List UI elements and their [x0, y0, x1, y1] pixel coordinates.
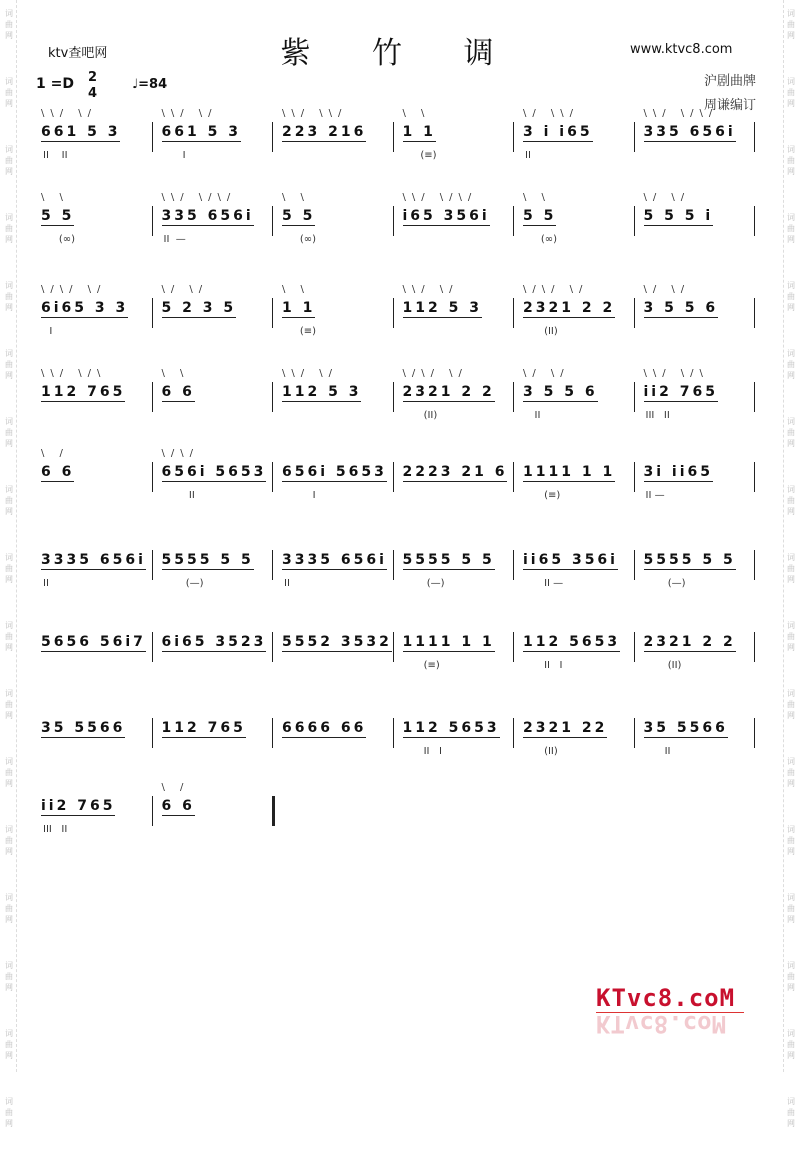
bar-line	[634, 382, 635, 412]
fingering-annotation: II	[284, 578, 290, 589]
fingering-annotation: (II)	[525, 326, 558, 337]
measure	[276, 192, 397, 256]
fingering-annotation: (≡)	[525, 490, 561, 501]
watermark-text: 词 曲 网	[787, 893, 795, 924]
key-signature: 1 =D	[36, 76, 74, 92]
bowing-marks: \ /	[161, 782, 190, 793]
bowing-marks: \/\/ \/	[41, 284, 107, 295]
measure	[156, 708, 277, 768]
fingering-annotation: II I	[404, 746, 442, 757]
measure-notes: 3335 656i	[41, 552, 146, 568]
bowing-marks: \ \	[282, 284, 310, 295]
measure	[276, 622, 397, 682]
measure-notes: ii65 356i	[523, 552, 618, 568]
measure-notes: 6666 66	[282, 720, 367, 736]
score-row	[35, 622, 757, 682]
measure-notes: 223 216	[282, 124, 367, 140]
bowing-marks: \ \	[282, 192, 310, 203]
watermark-text: 词 曲 网	[5, 961, 13, 992]
measure-notes: i65 356i	[402, 208, 490, 224]
measure-notes: 661 5 3	[161, 124, 241, 140]
measure-notes: 35 5566	[643, 720, 728, 736]
measure-notes: 6i65 3523	[161, 634, 267, 650]
bar-line	[152, 718, 153, 748]
bar-line	[152, 206, 153, 236]
bar-line	[272, 718, 273, 748]
watermark-text: 词 曲 网	[5, 825, 13, 856]
measure	[276, 108, 397, 172]
measure-notes: 2321 2 2	[643, 634, 736, 650]
bowing-marks: \/ \/	[643, 284, 691, 295]
measure	[156, 540, 277, 600]
site-logo-reflection: KTvc8.coM	[596, 1010, 727, 1038]
measure-notes: 35 5566	[41, 720, 126, 736]
measure	[156, 108, 277, 172]
bar-line	[513, 718, 514, 748]
bowing-marks: \\/ \/\	[643, 368, 709, 379]
bar-line	[634, 550, 635, 580]
fingering-annotation: I	[284, 490, 316, 501]
measure	[156, 622, 277, 682]
bar-line	[754, 718, 755, 748]
time-signature-top: 2	[88, 70, 98, 85]
bowing-marks: \/\/ \/	[523, 284, 589, 295]
bowing-marks: \/ \\/	[523, 108, 580, 119]
measure	[638, 540, 759, 600]
bar-line	[152, 122, 153, 152]
measure-notes: 5555 5 5	[643, 552, 736, 568]
fingering-annotation: III II	[645, 410, 670, 421]
measure-notes: 5552 3532	[282, 634, 392, 650]
measure	[35, 192, 156, 256]
bowing-marks: \/ \/	[523, 368, 570, 379]
tempo-marking: ♩=84	[132, 77, 168, 92]
bar-line	[634, 298, 635, 328]
bowing-marks: \ \	[523, 192, 551, 203]
measure-notes: 661 5 3	[41, 124, 121, 140]
measure	[276, 540, 397, 600]
bar-line	[513, 550, 514, 580]
measure	[35, 108, 156, 172]
score-row	[35, 284, 757, 348]
measure-notes: 5 5	[523, 208, 557, 224]
measure-notes: 3335 656i	[282, 552, 387, 568]
fingering-annotation: (≡)	[284, 326, 317, 337]
measure-notes: 5 5	[41, 208, 75, 224]
measure-notes: 2321 22	[523, 720, 608, 736]
measure-notes: 112 5 3	[282, 384, 362, 400]
watermark-text: 词 曲 网	[5, 9, 13, 40]
watermark-text: 词 曲 网	[5, 417, 13, 448]
measure-notes: 5555 5 5	[161, 552, 254, 568]
measure-notes: 1 1	[282, 300, 316, 316]
bar-line	[393, 122, 394, 152]
bowing-marks: \\/ \\/	[282, 108, 348, 119]
measure	[156, 192, 277, 256]
bowing-marks: \\/ \/	[41, 108, 98, 119]
measure	[397, 192, 518, 256]
watermark-text: 词 曲 网	[787, 213, 795, 244]
fingering-annotation: (—)	[163, 578, 204, 589]
fingering-annotation: (∞)	[525, 234, 558, 245]
fingering-annotation: (II)	[645, 660, 682, 671]
fingering-annotation: (—)	[645, 578, 686, 589]
bar-line	[393, 550, 394, 580]
measure-notes: 112 5653	[402, 720, 500, 736]
bowing-marks: \\/ \/\/	[643, 108, 719, 119]
watermark-text: 词 曲 网	[787, 417, 795, 448]
measure-notes: 335 656i	[161, 208, 254, 224]
bowing-marks: \\/ \/\/	[402, 192, 478, 203]
measure-notes: 6 6	[161, 384, 195, 400]
watermark-text: 词 曲 网	[5, 893, 13, 924]
score-row	[35, 448, 757, 512]
bowing-marks: \ \	[41, 192, 69, 203]
bar-line	[393, 206, 394, 236]
measure	[276, 452, 397, 512]
fingering-annotation: (≡)	[404, 660, 440, 671]
measure-notes: 2321 2 2	[523, 300, 616, 316]
measure-notes: 2321 2 2	[402, 384, 495, 400]
watermark-text: 词 曲 网	[5, 757, 13, 788]
site-url: www.ktvc8.com	[630, 42, 733, 57]
bar-line	[272, 462, 273, 492]
measure	[638, 284, 759, 348]
measure	[517, 708, 638, 768]
watermark-text: 词 曲 网	[5, 1097, 13, 1128]
bar-line	[393, 718, 394, 748]
bar-line	[272, 206, 273, 236]
bar-line	[634, 718, 635, 748]
bar-line	[393, 462, 394, 492]
watermark-text: 词 曲 网	[787, 621, 795, 652]
watermark-text: 词 曲 网	[787, 485, 795, 516]
measure-notes: 656i 5653	[161, 464, 267, 480]
fingering-annotation: (≡)	[404, 150, 437, 161]
genre-label: 沪剧曲牌	[703, 74, 756, 89]
watermark-text: 词 曲 网	[5, 213, 13, 244]
bowing-marks: \/ \/	[161, 284, 209, 295]
measure	[638, 192, 759, 256]
measure-notes: 3i ii65	[643, 464, 713, 480]
measure-notes: 5 5 5 i	[643, 208, 714, 224]
measure	[517, 284, 638, 348]
measure	[397, 540, 518, 600]
bar-line	[754, 122, 755, 152]
watermark-text: 词 曲 网	[5, 77, 13, 108]
watermark-text: 词 曲 网	[787, 281, 795, 312]
watermark-text: 词 曲 网	[787, 9, 795, 40]
fingering-annotation: II I	[525, 660, 563, 671]
measure-notes: 656i 5653	[282, 464, 387, 480]
watermark-text: 词 曲 网	[5, 145, 13, 176]
bar-line	[634, 206, 635, 236]
measure-notes: 2223 21 6	[402, 464, 508, 480]
bar-line	[393, 382, 394, 412]
measure-notes: ii2 765	[41, 798, 116, 814]
watermark-text: 词 曲 网	[5, 689, 13, 720]
fingering-annotation: II	[163, 490, 195, 501]
measure-notes: 112 5653	[523, 634, 621, 650]
bar-line	[513, 462, 514, 492]
time-signature	[88, 70, 97, 102]
measure-notes: 5555 5 5	[402, 552, 495, 568]
bar-line	[754, 298, 755, 328]
fingering-annotation: I	[43, 326, 53, 337]
measure	[397, 284, 518, 348]
bowing-marks: \\/ \/	[402, 284, 459, 295]
song-title: 紫 竹 调	[280, 36, 520, 71]
editor-label: 周谦编订	[703, 98, 756, 113]
watermark-text: 词 曲 网	[5, 1029, 13, 1060]
watermark-text: 词 曲 网	[787, 1029, 795, 1060]
fingering-annotation: II	[43, 578, 49, 589]
fingering-annotation: III II	[43, 824, 68, 835]
bowing-marks: \\/ \/\/	[161, 192, 237, 203]
measure-notes: 1111 1 1	[523, 464, 616, 480]
fingering-annotation: (II)	[525, 746, 558, 757]
watermark-text: 词 曲 网	[787, 689, 795, 720]
measure-notes: 6i65 3 3	[41, 300, 129, 316]
site-name-left: ktv查吧网	[48, 46, 108, 61]
measure	[397, 368, 518, 432]
watermark-text: 词 曲 网	[787, 553, 795, 584]
bar-line	[634, 462, 635, 492]
bar-line	[272, 632, 273, 662]
measure	[638, 622, 759, 682]
measure-notes: 1111 1 1	[402, 634, 495, 650]
bar-line	[754, 462, 755, 492]
watermark-text: 词 曲 网	[787, 757, 795, 788]
bar-line	[754, 382, 755, 412]
score-row	[35, 708, 757, 768]
measure-notes: 112 765	[41, 384, 126, 400]
bar-line	[513, 382, 514, 412]
measure	[35, 448, 156, 512]
measure	[35, 622, 156, 682]
watermark-text: 词 曲 网	[787, 1097, 795, 1128]
bar-line	[152, 382, 153, 412]
watermark-text: 词 曲 网	[787, 961, 795, 992]
measure	[517, 540, 638, 600]
time-signature-bottom: 4	[88, 86, 98, 101]
measure	[397, 708, 518, 768]
measure	[517, 622, 638, 682]
bowing-marks: \/\/	[161, 448, 199, 459]
measure	[397, 622, 518, 682]
bar-line	[152, 298, 153, 328]
bar-line	[754, 550, 755, 580]
watermark-text: 词 曲 网	[5, 281, 13, 312]
measure	[156, 448, 277, 512]
bar-line	[393, 632, 394, 662]
fingering-annotation: II —	[645, 490, 665, 501]
score-row	[35, 540, 757, 600]
measure-notes: ii2 765	[643, 384, 718, 400]
measure-notes: 3 5 5 6	[523, 384, 598, 400]
score-row	[35, 368, 757, 432]
measure	[156, 368, 277, 432]
bar-line	[152, 632, 153, 662]
watermark-text: 词 曲 网	[5, 553, 13, 584]
bar-line	[272, 122, 273, 152]
measure	[156, 284, 277, 348]
measure	[276, 708, 397, 768]
watermark-text: 词 曲 网	[787, 145, 795, 176]
measure	[517, 108, 638, 172]
measure	[517, 452, 638, 512]
bar-line	[634, 122, 635, 152]
measure	[638, 108, 759, 172]
measure-notes: 335 656i	[643, 124, 736, 140]
measure	[35, 708, 156, 768]
measure	[517, 368, 638, 432]
measure-notes: 112 765	[161, 720, 246, 736]
bowing-marks: \/\/ \/	[402, 368, 468, 379]
bowing-marks: \\/ \/	[161, 108, 218, 119]
bar-line	[513, 206, 514, 236]
bowing-marks: \ \	[161, 368, 190, 379]
bar-line	[754, 206, 755, 236]
bar-line	[152, 462, 153, 492]
watermark-text: 词 曲 网	[5, 349, 13, 380]
measure	[397, 452, 518, 512]
measure	[638, 452, 759, 512]
bar-line	[393, 298, 394, 328]
bowing-marks: \ /	[41, 448, 69, 459]
fingering-annotation: (—)	[404, 578, 445, 589]
score-row	[35, 108, 757, 172]
fingering-annotation: II —	[163, 234, 186, 245]
measure	[638, 708, 759, 768]
fingering-annotation: II —	[525, 578, 564, 589]
bar-line	[272, 298, 273, 328]
measure-notes: 5 2 3 5	[161, 300, 237, 316]
bowing-marks: \ \	[402, 108, 431, 119]
fingering-annotation: I	[163, 150, 186, 161]
measure-notes: 6 6	[41, 464, 75, 480]
measure	[276, 368, 397, 432]
bar-line	[754, 632, 755, 662]
measure	[35, 368, 156, 432]
watermark-text: 词 曲 网	[5, 621, 13, 652]
measure	[517, 192, 638, 256]
fingering-annotation: II	[645, 746, 671, 757]
measure-notes: 5 5	[282, 208, 316, 224]
fingering-annotation: (∞)	[43, 234, 76, 245]
measure-notes: 112 5 3	[402, 300, 482, 316]
bowing-marks: \/ \/	[643, 192, 691, 203]
fingering-annotation: II	[525, 410, 541, 421]
measure	[638, 368, 759, 432]
measure	[35, 284, 156, 348]
measure-notes: 3 5 5 6	[643, 300, 719, 316]
bar-line	[513, 122, 514, 152]
bar-line	[513, 298, 514, 328]
measure	[156, 782, 277, 846]
fingering-annotation: II	[525, 150, 531, 161]
measure-notes: 6 6	[161, 798, 195, 814]
measure-notes: 3 i i65	[523, 124, 593, 140]
bar-line	[152, 796, 153, 826]
watermark-text: 词 曲 网	[787, 77, 795, 108]
fingering-annotation: (II)	[404, 410, 438, 421]
measure	[276, 284, 397, 348]
watermark-text: 词 曲 网	[787, 349, 795, 380]
bar-line	[272, 382, 273, 412]
measure-notes: 5656 56i7	[41, 634, 146, 650]
left-watermark-strip	[2, 0, 17, 1128]
fingering-annotation: II II	[43, 150, 68, 161]
score-row	[35, 192, 757, 256]
final-bar-line	[272, 796, 275, 826]
watermark-text: 词 曲 网	[5, 485, 13, 516]
bar-line	[152, 550, 153, 580]
watermark-text: 词 曲 网	[787, 825, 795, 856]
bar-line	[513, 632, 514, 662]
measure-notes: 1 1	[402, 124, 436, 140]
bar-line	[634, 632, 635, 662]
measure	[397, 108, 518, 172]
right-watermark-strip	[783, 0, 798, 1128]
fingering-annotation: (∞)	[284, 234, 317, 245]
score-row	[35, 782, 757, 846]
bar-line	[272, 550, 273, 580]
measure	[35, 540, 156, 600]
bowing-marks: \\/ \/\	[41, 368, 107, 379]
measure	[35, 786, 156, 846]
bowing-marks: \\/ \/	[282, 368, 339, 379]
site-logo: KTvc8.coM	[596, 984, 736, 1012]
